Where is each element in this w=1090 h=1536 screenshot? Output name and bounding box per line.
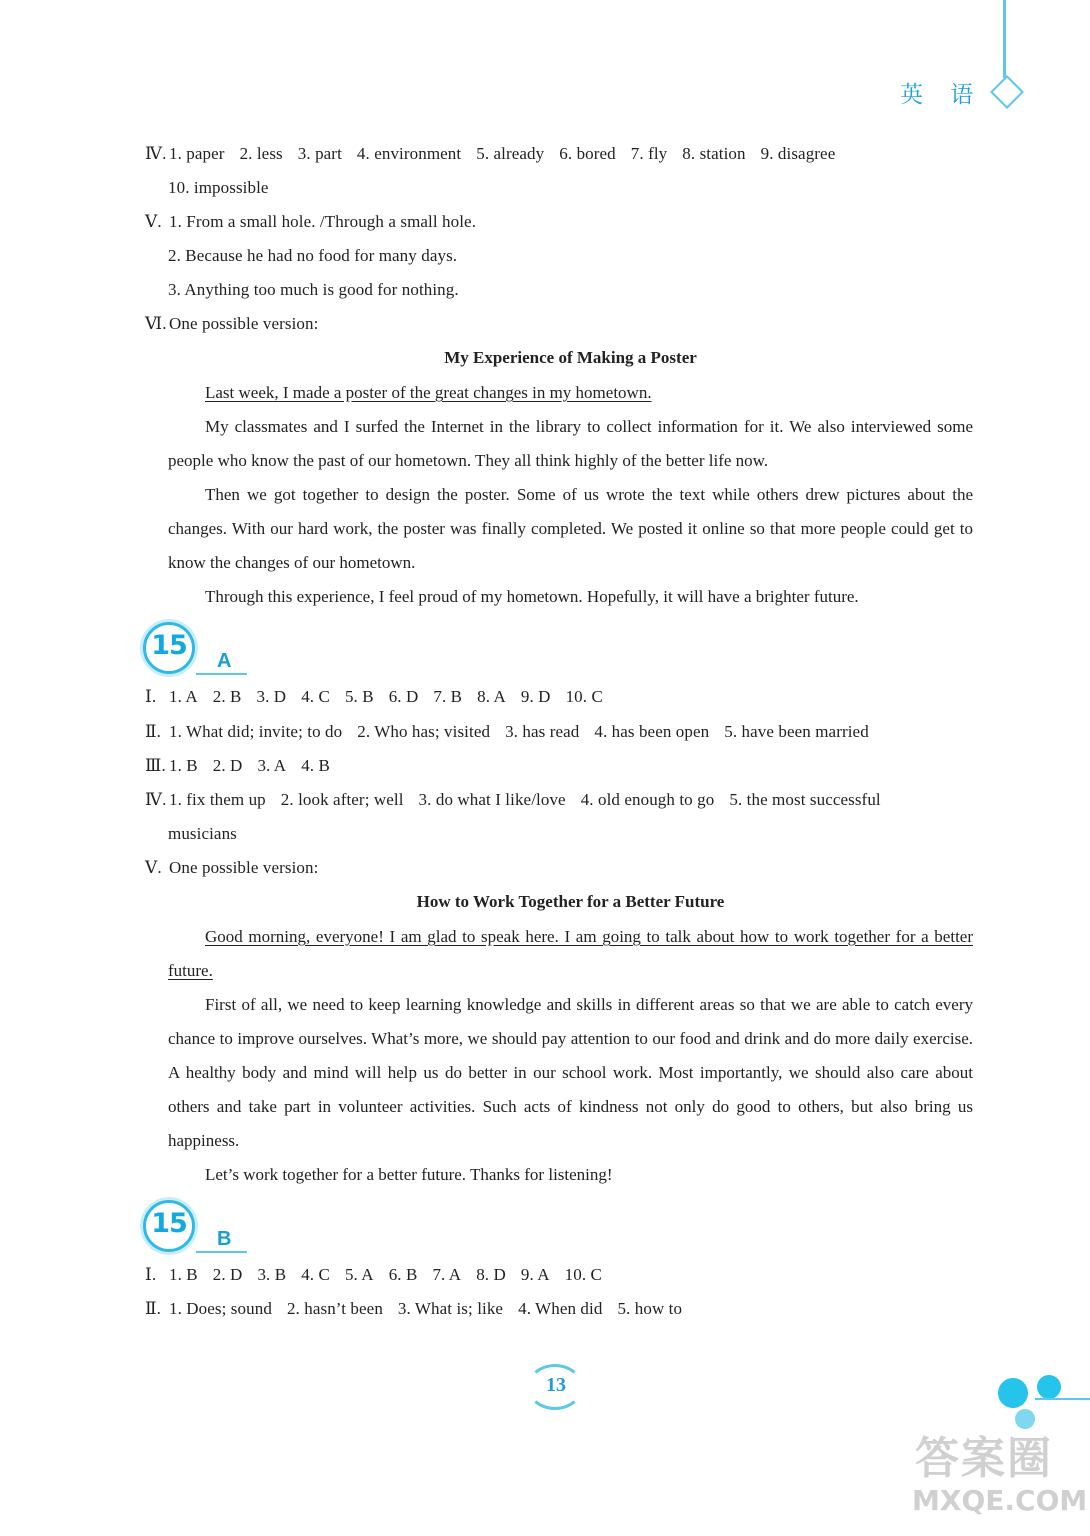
- answer-item: 9. A: [520, 1265, 550, 1284]
- answer-item: 4. C: [301, 687, 330, 706]
- subject-title: 英 语: [900, 82, 984, 108]
- answer-item: 6. bored: [559, 144, 616, 163]
- answer-item: 3. D: [256, 687, 287, 706]
- essay-title: My Experience of Making a Poster: [444, 348, 697, 367]
- answer-line: 3. Anything too much is good for nothing.: [168, 280, 459, 299]
- answer-line-I: [145, 685, 618, 709]
- answer-item: 10. C: [565, 687, 603, 706]
- roman-label: Ⅴ.: [145, 212, 162, 231]
- answer-item: 5. how to: [617, 1299, 683, 1318]
- answer-item: 2. Who has; visited: [357, 722, 491, 741]
- answer-item: 4. has been open: [594, 722, 710, 741]
- answer-item: 1. What did; invite; to do: [169, 722, 343, 741]
- answer-item: 4. When did: [518, 1299, 603, 1318]
- roman-label: Ⅴ.: [145, 858, 162, 877]
- answer-item: 4. environment: [356, 144, 462, 163]
- answer-item: 8. D: [476, 1265, 506, 1284]
- roman-label: Ⅵ.: [145, 314, 167, 333]
- underlined-sentence: Good morning, everyone! I am glad to speak here. I am going to talk about how to work together for a better future.: [168, 927, 973, 980]
- answer-item: 2. D: [212, 756, 243, 775]
- answer-item: 4. old enough to go: [580, 790, 715, 809]
- essay-paragraph: Through this experience, I feel proud of my hometown. Hopefully, it will have a brighter future.: [205, 587, 859, 606]
- essay-title: How to Work Together for a Better Future: [416, 892, 725, 911]
- answer-item: 3. has read: [505, 722, 580, 741]
- answer-item: 1. B: [169, 1265, 198, 1284]
- decor-dot: [1037, 1375, 1061, 1399]
- section-number: 15: [151, 630, 187, 661]
- answer-item: 6. B: [388, 1265, 418, 1284]
- answer-item: 2. less: [239, 144, 283, 163]
- answer-item: 4. C: [301, 1265, 330, 1284]
- answer-line-II: [145, 1297, 697, 1321]
- answer-item: 1. From a small hole. /Through a small hole.: [169, 212, 477, 231]
- diamond-icon: [990, 75, 1024, 109]
- answer-item: 5. the most successful: [729, 790, 881, 809]
- version-note: One possible version:: [169, 858, 319, 877]
- answer-line-VI: [145, 312, 318, 336]
- answer-line-V: [145, 856, 318, 880]
- answer-line-III: [145, 754, 345, 778]
- essay-paragraph: First of all, we need to keep learning knowledge and skills in different areas so that we are able to catch every chance to improve ourselves. What’s more, we should pay attention to our food and drink and do more daily exercise. A healthy body and mind will help us do better in our school work. Most importantly, we should also care about others and take part in volunteer activities. Such acts of kindness not only do good to others, but also bring us happiness.: [168, 995, 973, 1150]
- roman-label: Ⅰ.: [145, 687, 157, 706]
- answer-line-continuation: 10. impossible: [168, 178, 269, 197]
- answer-item: 3. B: [257, 1265, 287, 1284]
- section-letter: B: [217, 1228, 232, 1250]
- decor-line: [1035, 1398, 1090, 1400]
- answer-line-continuation: musicians: [168, 824, 237, 843]
- answer-item: 3. A: [257, 756, 287, 775]
- answer-item: 6. D: [388, 687, 419, 706]
- answer-line-IV: [145, 788, 881, 812]
- watermark-url: MXQE.COM: [912, 1484, 1088, 1517]
- answer-item: 2. D: [212, 1265, 243, 1284]
- answer-item: 1. Does; sound: [169, 1299, 272, 1318]
- page-number-badge: [523, 1360, 589, 1416]
- answer-item: 7. B: [433, 687, 463, 706]
- answer-item: 7. A: [432, 1265, 462, 1284]
- roman-label: Ⅳ.: [145, 144, 167, 163]
- answer-line: 2. Because he had no food for many days.: [168, 246, 458, 265]
- header-rule: [1003, 0, 1006, 78]
- roman-label: Ⅳ.: [145, 790, 167, 809]
- essay-paragraph: Let’s work together for a better future. Thanks for listening!: [205, 1165, 613, 1184]
- section-underline: [196, 673, 247, 675]
- roman-label: Ⅱ.: [145, 722, 162, 741]
- answer-item: 10. C: [564, 1265, 602, 1284]
- section-underline: [196, 1251, 247, 1253]
- section-letter: A: [217, 650, 232, 672]
- decor-dot: [998, 1378, 1028, 1408]
- answer-item: 3. What is; like: [397, 1299, 504, 1318]
- answer-item: 9. D: [520, 687, 551, 706]
- answer-line-V: [145, 210, 476, 234]
- answer-line-II: [145, 720, 884, 744]
- section-badge: [140, 1197, 198, 1255]
- essay-paragraph: [168, 920, 973, 988]
- answer-item: 1. fix them up: [169, 790, 266, 809]
- section-badge: [140, 619, 198, 677]
- essay-paragraph: Then we got together to design the poster. Some of us wrote the text while others drew pictures about the changes. With our hard work, the poster was finally completed. We posted it online so that more people could get to know the changes of our hometown.: [168, 485, 973, 572]
- answer-item: 7. fly: [630, 144, 668, 163]
- answer-item: 2. hasn’t been: [286, 1299, 383, 1318]
- answer-item: 8. A: [477, 687, 506, 706]
- page-number: 13: [546, 1374, 566, 1396]
- essay-paragraph: My classmates and I surfed the Internet in the library to collect information for it. We also interviewed some people who know the past of our hometown. They all think highly of the better life now.: [168, 417, 973, 470]
- answer-item: 3. part: [297, 144, 342, 163]
- essay-paragraph: [168, 376, 973, 410]
- answer-item: 1. A: [169, 687, 198, 706]
- section-number: 15: [151, 1208, 187, 1239]
- version-note: One possible version:: [169, 314, 319, 333]
- answer-item: 1. paper: [169, 144, 225, 163]
- answer-item: 9. disagree: [760, 144, 836, 163]
- answer-item: 8. station: [682, 144, 746, 163]
- answer-line-IV: [145, 142, 850, 166]
- answer-item: 5. A: [344, 1265, 374, 1284]
- answer-item: 4. B: [301, 756, 330, 775]
- answer-item: 2. look after; well: [280, 790, 404, 809]
- roman-label: Ⅱ.: [145, 1299, 162, 1318]
- answer-item: 3. do what I like/love: [418, 790, 566, 809]
- roman-label: Ⅰ.: [145, 1265, 157, 1284]
- answer-item: 1. B: [169, 756, 198, 775]
- answer-item: 2. B: [212, 687, 242, 706]
- watermark-logo: 答案圈: [915, 1433, 1053, 1484]
- answer-line-I: [145, 1263, 617, 1287]
- answer-item: 5. have been married: [724, 722, 869, 741]
- underlined-sentence: Last week, I made a poster of the great changes in my hometown.: [205, 383, 652, 402]
- answer-item: 5. already: [476, 144, 545, 163]
- answer-item: 5. B: [344, 687, 374, 706]
- roman-label: Ⅲ.: [145, 756, 166, 775]
